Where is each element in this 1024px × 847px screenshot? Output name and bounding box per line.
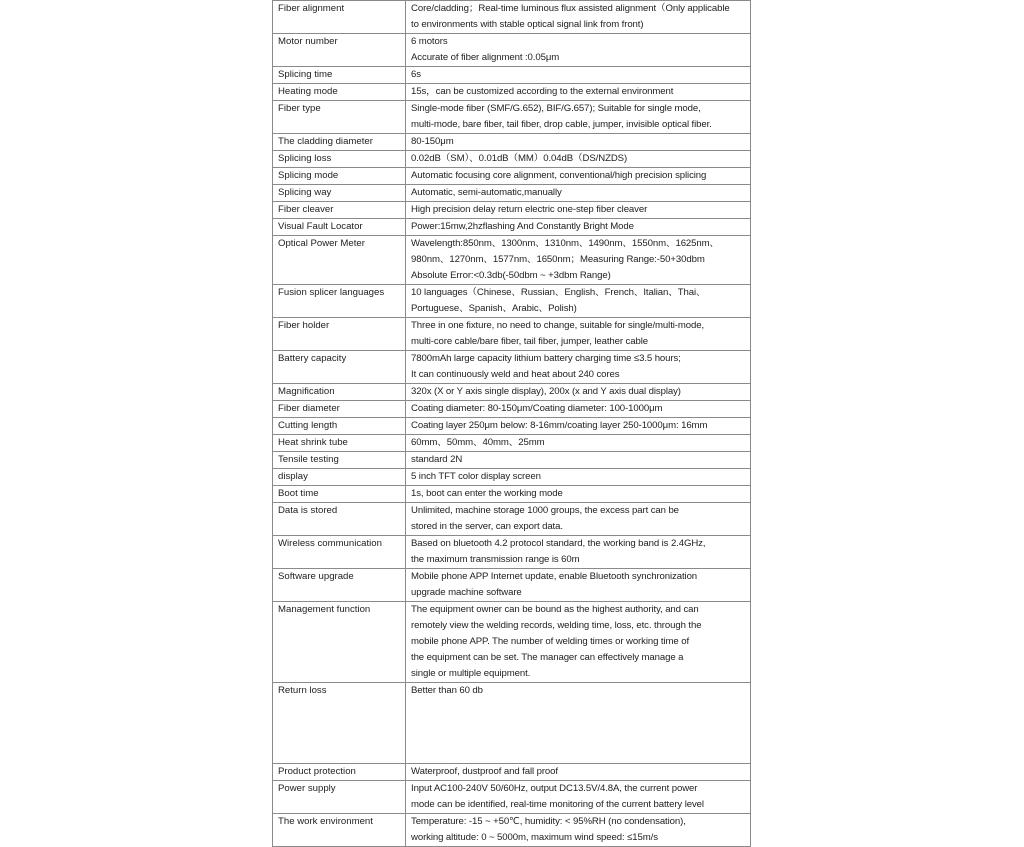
spec-key: Fiber type: [273, 101, 406, 134]
spec-value: 5 inch TFT color display screen: [406, 469, 751, 486]
spec-value: 7800mAh large capacity lithium battery charging time ≤3.5 hours; It can continuously weld and heat about 240 cores: [406, 351, 751, 384]
spec-row: [273, 569, 751, 602]
spec-key: Splicing time: [273, 67, 406, 84]
spec-row: [273, 418, 751, 435]
spec-row: [273, 503, 751, 536]
spec-value: Single-mode fiber (SMF/G.652), BIF/G.657); Suitable for single mode, multi-mode, bare fiber, tail fiber, drop cable, jumper, invisible optical fiber.: [406, 101, 751, 134]
spec-row: [273, 219, 751, 236]
spec-key: Fusion splicer languages: [273, 285, 406, 318]
spec-row: [273, 351, 751, 384]
spec-value: Based on bluetooth 4.2 protocol standard, the working band is 2.4GHz, the maximum transmission range is 60m: [406, 536, 751, 569]
spec-key: Return loss: [273, 683, 406, 764]
spec-value: Waterproof, dustproof and fall proof: [406, 764, 751, 781]
spec-key: Power supply: [273, 781, 406, 814]
spec-row: [273, 401, 751, 418]
spec-key: Fiber holder: [273, 318, 406, 351]
spec-key: The cladding diameter: [273, 134, 406, 151]
spec-key: Boot time: [273, 486, 406, 503]
spec-row: [273, 34, 751, 67]
spec-row: [273, 285, 751, 318]
spec-value: High precision delay return electric one-step fiber cleaver: [406, 202, 751, 219]
spec-row: [273, 384, 751, 401]
spec-key: Fiber diameter: [273, 401, 406, 418]
spec-value: 320x (X or Y axis single display), 200x (x and Y axis dual display): [406, 384, 751, 401]
spec-row: [273, 318, 751, 351]
spec-value: 15s，can be customized according to the external environment: [406, 84, 751, 101]
spec-value: 80-150μm: [406, 134, 751, 151]
spec-row: [273, 168, 751, 185]
spec-row: [273, 435, 751, 452]
spec-value: 60mm、50mm、40mm、25mm: [406, 435, 751, 452]
spec-value: Coating layer 250μm below: 8-16mm/coating layer 250-1000μm: 16mm: [406, 418, 751, 435]
spec-key: Product protection: [273, 764, 406, 781]
spec-value: Power:15mw,2hzflashing And Constantly Bright Mode: [406, 219, 751, 236]
spec-row: [273, 151, 751, 168]
spec-row: [273, 814, 751, 847]
spec-value: Automatic focusing core alignment, conventional/high precision splicing: [406, 168, 751, 185]
spec-row: [273, 185, 751, 202]
spec-key: Tensile testing: [273, 452, 406, 469]
spec-value: Automatic, semi-automatic,manually: [406, 185, 751, 202]
spec-key: Management function: [273, 602, 406, 683]
spec-key: Wireless communication: [273, 536, 406, 569]
spec-row: [273, 1, 751, 34]
spec-row: [273, 469, 751, 486]
spec-key: Heat shrink tube: [273, 435, 406, 452]
spec-value: 10 languages（Chinese、Russian、English、French、Italian、Thai、 Portuguese、Spanish、Arabic、Polish): [406, 285, 751, 318]
spec-row: [273, 236, 751, 285]
spec-key: Fiber alignment: [273, 1, 406, 34]
spec-key: Cutting length: [273, 418, 406, 435]
spec-value: Wavelength:850nm、1300nm、1310nm、1490nm、1550nm、1625nm、 980nm、1270nm、1577nm、1650nm；Measuring Range:-50+30dbm Absolute Error:<0.3db(-50dbm ~ +3dbm Range): [406, 236, 751, 285]
spec-value: 0.02dB（SM）、0.01dB（MM）0.04dB（DS/NZDS): [406, 151, 751, 168]
spec-value: 1s, boot can enter the working mode: [406, 486, 751, 503]
spec-row: [273, 486, 751, 503]
spec-row: [273, 602, 751, 683]
spec-key: Optical Power Meter: [273, 236, 406, 285]
spec-key: Software upgrade: [273, 569, 406, 602]
spec-key: Magnification: [273, 384, 406, 401]
spec-table: [272, 0, 751, 847]
spec-value: 6 motors Accurate of fiber alignment :0.05μm: [406, 34, 751, 67]
spec-key: Splicing way: [273, 185, 406, 202]
spec-table-body: [273, 1, 751, 847]
spec-row: [273, 67, 751, 84]
spec-row: [273, 683, 751, 764]
spec-key: Splicing mode: [273, 168, 406, 185]
spec-value: Input AC100-240V 50/60Hz, output DC13.5V/4.8A, the current power mode can be identified, real-time monitoring of the current battery level: [406, 781, 751, 814]
spec-row: [273, 84, 751, 101]
spec-row: [273, 764, 751, 781]
spec-key: display: [273, 469, 406, 486]
spec-row: [273, 452, 751, 469]
spec-row: [273, 134, 751, 151]
spec-value: Better than 60 db: [406, 683, 751, 764]
spec-row: [273, 781, 751, 814]
spec-value: Coating diameter: 80-150μm/Coating diameter: 100-1000μm: [406, 401, 751, 418]
spec-value: Unlimited, machine storage 1000 groups, the excess part can be stored in the server, can export data.: [406, 503, 751, 536]
spec-value: Three in one fixture, no need to change, suitable for single/multi-mode, multi-core cable/bare fiber, tail fiber, jumper, leather cable: [406, 318, 751, 351]
spec-key: Data is stored: [273, 503, 406, 536]
spec-key: Visual Fault Locator: [273, 219, 406, 236]
spec-key: Fiber cleaver: [273, 202, 406, 219]
spec-value: The equipment owner can be bound as the highest authority, and can remotely view the welding records, welding time, loss, etc. through the mobile phone APP. The number of welding times or working time of the equipment can be set. The manager can effectively manage a single or multiple equipment.: [406, 602, 751, 683]
spec-value: 6s: [406, 67, 751, 84]
spec-key: The work environment: [273, 814, 406, 847]
spec-row: [273, 101, 751, 134]
spec-key: Motor number: [273, 34, 406, 67]
spec-key: Battery capacity: [273, 351, 406, 384]
spec-key: Heating mode: [273, 84, 406, 101]
spec-row: [273, 202, 751, 219]
spec-value: standard 2N: [406, 452, 751, 469]
spec-key: Splicing loss: [273, 151, 406, 168]
spec-value: Mobile phone APP Internet update, enable Bluetooth synchronization upgrade machine software: [406, 569, 751, 602]
spec-value: Temperature: -15 ~ +50℃, humidity: < 95%RH (no condensation), working altitude: 0 ~ 5000m, maximum wind speed: ≤15m/s: [406, 814, 751, 847]
spec-row: [273, 536, 751, 569]
spec-value: Core/cladding；Real-time luminous flux assisted alignment（Only applicable to environments with stable optical signal link from front): [406, 1, 751, 34]
